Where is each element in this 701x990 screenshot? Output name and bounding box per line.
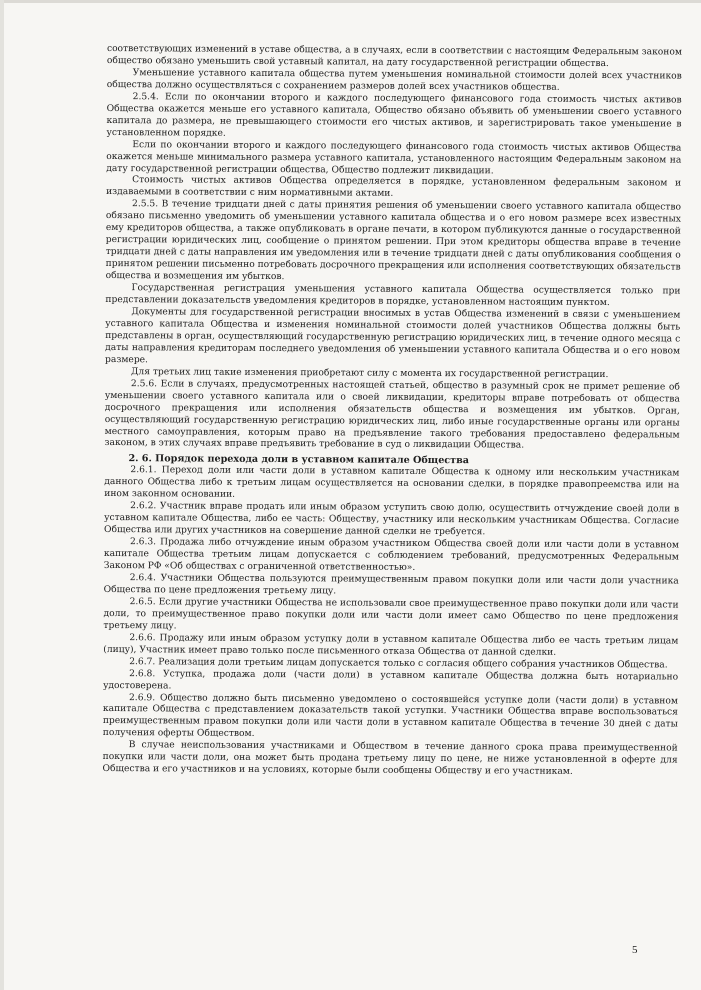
scan-top-edge xyxy=(0,0,701,3)
paragraph: 2.6.5. Если другие участники Общества не использовали свое преимущественное право покупки доли или части доли, то преимущественное право покупки доли или части доли имеет само Общество по цене предложения третьему лицу. xyxy=(103,597,679,632)
paragraph: Стоимость чистых активов Общества определяется в порядке, установленном федеральным законом и издаваемыми в соответствии с ним нормативными актами. xyxy=(106,175,682,200)
page-number: 5 xyxy=(632,944,638,956)
paragraph: 2.6.4. Участники Общества пользуются преимущественным правом покупки доли или части доли участника Общества по цене предложения третьему лицу. xyxy=(103,573,679,597)
paragraph: 2.6.7. Реализация доли третьим лицам допускается только с согласия общего собрания участников Общества. xyxy=(129,656,668,671)
paragraph: 2.6.9. Общество должно быть письменно уведомлено о состоявшейся уступке доли (части доли) в уставном капитале Общества с представлением доказательств такой уступки. Участники Общества вправе воспользоваться преимущественным правом покупки доли или части доли в уставном капитале Общества в течение 30 дней с даты получения оферты Обществом. xyxy=(102,692,679,740)
paragraph: 2.5.4. Если по окончании второго и каждого последующего финансового года стоимость чистых активов Общества окажется меньше его уставного капитала, Общество обязано объявить об уменьшении своего уставного капитала до размера, не превышающего стоимости его чистых активов, и зарегистрировать такое уменьшение в установленном порядке. xyxy=(106,91,682,139)
paragraph: Если по окончании второго и каждого последующего финансового года стоимость чистых активов Общества окажется меньше минимального размера уставного капитала, установленного настоящим Федеральным законом на дату государственной регистрации общества, Общество подлежит ликвидации. xyxy=(106,139,682,176)
paragraph: Для третьих лиц такие изменения приобретают силу с момента их государственной регистрации. xyxy=(130,366,609,380)
paragraph: Документы для государственной регистрации вносимых в устав Общества изменений в связи с уменьшением уставного капитала Общества и изменения номинальной стоимости долей участников Общества должны быть представлены в орган, осуществляющий государственную регистрацию юридических лиц, в течение одного месяца с даты направления кредиторам последнего уведомления об уменьшении уставного капитала Общества и о его новом размере. xyxy=(105,307,681,366)
paragraph: 2.6.3. Продажа либо отчуждение иным образом участником Общества своей доли или части доли в уставном капитале Общества третьим лицам допускается с соблюдением требований, предусмотренных Федеральным Законом РФ «Об обществах с ограниченной ответственностью». xyxy=(103,537,679,573)
paragraph: 2.6.1. Переход доли или части доли в уставном капитале Общества к одному или нескольким участникам данного Общества либо к третьим лицам осуществляется на основании сделки, в порядке правопреемства или на ином законном основании. xyxy=(104,465,680,501)
paragraph: Уменьшение уставного капитала общества путем уменьшения номинальной стоимости долей всех участников общества должно осуществляться с сохранением размеров долей всех участников общества. xyxy=(106,68,682,93)
paragraph: соответствующих изменений в уставе общества, а в случаях, если в соответствии с настоящим Федеральным законом общество обязано уменьшить свой уставный капитал, на дату государственной регистрации общества. xyxy=(106,44,682,70)
paragraph: Государственная регистрация уменьшения уставного капитала Общества осуществляется только при представлении доказательств уведомления кредиторов в порядке, установленном настоящим пунктом. xyxy=(105,283,681,309)
paragraph: 2.5.6. Если в случаях, предусмотренных настоящей статьей, общество в разумный срок не примет решение об уменьшении своего уставного капитала или о своей ликвидации, кредиторы вправе потребовать от общества досрочного прекращения или исполнения обязательств общества и возмещения им убытков. Орган, осуществляющий государственную регистрацию юридических лиц, либо иные государственные органы или органы местного самоуправления, которым право на предъявление такого требования предоставлено федеральным законом, в этих случаях вправе предъявить требование в суд о ликвидации Общества. xyxy=(104,378,680,452)
paragraph: 2.5.5. В течение тридцати дней с даты принятия решения об уменьшении своего уставного капитала общество обязано письменно уведомить об уменьшении уставного капитала общества и о его новом размере всех известных ему кредиторов общества, а также опубликовать в органе печати, в котором публикуются данные о государственной регистрации юридических лиц, сообщение о принятом решении. При этом кредиторы общества вправе в течение тридцати дней с даты направления им уведомления или в течение тридцати дней с даты опубликования сообщения о принятом решении письменно потребовать досрочного прекращения или исполнения соответствующих обязательств общества и возмещения им убытков. xyxy=(105,199,682,283)
paragraph: 2.6.6. Продажу или иным образом уступку доли в уставном капитале Общества либо ее часть третьим лицам (лицу), Участник имеет право только после письменного отказа Общества от данной сделки. xyxy=(103,632,679,658)
section-heading: 2. 6. Порядок перехода доли в уставном капитале Общества xyxy=(128,453,470,467)
paragraph: 2.6.2. Участник вправе продать или иным образом уступить свою долю, осуществить отчуждение своей доли в уставном капитале Общества, либо ее часть: Обществу, участнику или нескольким участникам Общества. Согласие Общества или других участников на совершение данной сделки не требуется. xyxy=(103,501,680,538)
page-text-block xyxy=(103,44,682,780)
paragraph: 2.6.8. Уступка, продажа доли (части доли) в уставном капитале Общества должна быть нотариально удостоверена. xyxy=(103,668,679,691)
paragraph: В случае неиспользования участниками и Обществом в течение данного срока права преимущественной покупки или части доли, она может быть продана третьему лицу по цене, не ниже установленной в оферте для Общества и его участников и на условиях, которые были сообщены Обществу и его участникам. xyxy=(102,740,678,778)
scan-left-edge xyxy=(0,0,4,990)
